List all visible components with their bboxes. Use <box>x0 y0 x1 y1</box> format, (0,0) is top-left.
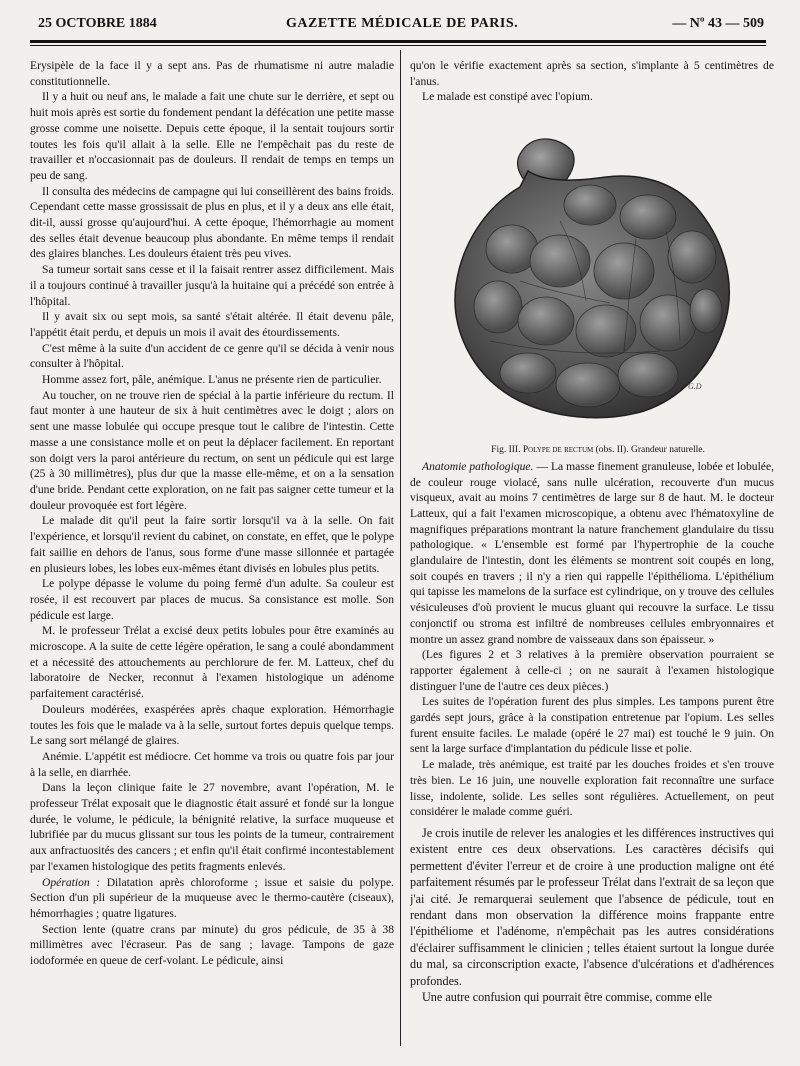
paragraph: Il y avait six ou sept mois, sa santé s'était altérée. Il était devenu pâle, l'appétit était perdu, et depuis un mois il avait des étourdissements. <box>30 310 394 339</box>
header-rule-thick <box>30 40 766 43</box>
column-divider <box>400 50 401 1046</box>
caption-prefix: Fig. III. <box>491 445 521 456</box>
header-rule-thin <box>30 45 766 46</box>
polyp-illustration <box>410 111 774 441</box>
paragraph: Les suites de l'opération furent des plus simples. Les tampons purent être gardés sept jours, grâce à la constipation entretenue par l'opium. Les selles furent ensuite faciles. Le malade (opéré le 27 mai) est touché le 9 juin. On sent la large surface d'implantation du pédicule lisse et polie. <box>410 695 774 756</box>
engraver-signature: G.D <box>688 382 702 392</box>
anatomie-text: — La masse finement granuleuse, lobée et lobulée, de couleur rouge violacé, sans nulle ulcération, recouverte d'un mucus visqueux, avait au moins 7 centimètres de large sur 8 de haut. M. le docteur Latteux, qui a fait l'examen microscopique, a obtenu avec l'hématoxyline de magnifiques préparations montrant la nature franchement glandulaire du tissu pathologique. « L'ensemble est formé par l'hypertrophie de la couche glandulaire de l'intestin, dont les éléments se montrent soit coupés en long, soit coupés en travers ; il n'y a rien qui rappelle l'épithélioma. L'épithélium qui tapisse les mamelons de la surface est cylindrique, on y trouve des cellules vésiculeuses d'où provient le mucus gluant qui recouvre la surface. Le tissu conjonctif ou stroma est infiltré de nombreuses cellules embryonnaires et montre un assez grand nombre de vaisseaux dans son épaisseur. » <box>410 459 774 646</box>
paragraph-anatomie <box>410 459 774 647</box>
operation-label: Opération : <box>42 875 101 889</box>
left-column <box>30 58 394 1048</box>
page-header <box>38 16 764 36</box>
paragraph: C'est même à la suite d'un accident de ce genre qu'il se décida à venir nous consulter à l'hôpital. <box>30 341 394 371</box>
paragraph: Il consulta des médecins de campagne qui lui conseillèrent des bains froids. Cependant cette masse grossissait de plus en plus, et il y a deux ans elle était, dit-il, aussi grosse qu'aujourd'hui. A cette époque, l'hémorrhagie au moment des selles était devenue beaucoup plus abondante. En même temps il rendait des glaires blanches. Les douleurs étaient très peu vives. <box>30 184 394 261</box>
caption-title: Polype de rectum <box>522 445 594 456</box>
paragraph: Le malade, très anémique, est traité par les douches froides et s'en trouve très bien. Le 16 juin, une nouvelle exploration fait reconnaître une surface lisse, indolente, solide. Les selles sont régulières. Actuellement, on peut considérer le malade comme guéri. <box>410 758 774 819</box>
paragraph: (Les figures 2 et 3 relatives à la première observation pourraient se rapporter également à celle-ci ; on ne saurait à l'examen histologique distinguer l'une de l'autre ces deux pièces.) <box>410 648 774 693</box>
paragraph-large: Une autre confusion qui pourrait être commise, comme elle <box>422 990 713 1005</box>
paragraph: qu'on le vérifie exactement après sa section, s'implante à 5 centimètres de l'anus. <box>410 59 774 88</box>
paragraph: Au toucher, on ne trouve rien de spécial à la partie inférieure du rectum. Il faut monter à une hauteur de six à huit centimètres avec le doigt ; alors on sent une masse lobulée qui occupe presque tout le calibre de l'intestin. Cette masse a une consistance molle et on peut la déplacer facilement. En reportant son doigt vers la paroi antérieure du rectum, on sent un pédicule qui est large (25 à 30 millimètres), plus dur que la masse elle-même, et on a la sensation d'une bride. Pendant cette exploration, on ne fait pas saigner cette tumeur et la douleur provoquée est fort légère. <box>30 388 394 512</box>
operation-text: Dilatation après chloroforme ; issue et saisie du polype. Section d'un pli supérieur de la muqueuse avec le thermo-cautère (ciseaux), hémorrhagies ; quatre ligatures. <box>30 875 394 920</box>
paragraph: Douleurs modérées, exaspérées après chaque exploration. Hémorrhagie toutes les fois que le malade va à la selle, surtout fortes depuis quelque temps. Le sang sort mélangé de glaires. <box>30 702 394 748</box>
paragraph: M. le professeur Trélat a excisé deux petits lobules pour être examinés au microscope. A la suite de cette légère opération, le sang a coulé abondamment et a nécessité des attouchements au perchlorure de fer. M. Latteux, chef du laboratoire de Necker, reconnut à l'examen histologique un adénome parfaitement caractérisé. <box>30 624 394 701</box>
paragraph: Le malade est constipé avec l'opium. <box>422 90 593 104</box>
right-column <box>410 58 774 1048</box>
caption-rest: (obs. II). Grandeur naturelle. <box>595 445 705 456</box>
figure-caption <box>410 443 774 459</box>
paragraph: Il y a huit ou neuf ans, le malade a fait une chute sur le derrière, et sept ou huit mois après est sortie du fondement pendant la défécation une petite masse grosse comme une noisette. Depuis cette époque, il la sentait toujours sortir toutes les fois qu'il allait à la selle. Elle ne l'empêchait pas du reste de travailler et n'occasionnait pas de douleurs. Il rendait de temps en temps un peu de sang. <box>30 90 394 182</box>
paragraph: Dans la leçon clinique faite le 27 novembre, avant l'opération, M. le professeur Trélat exposait que le diagnostic était assuré et fondé sur la longue durée, le volume, le pédicule, la bénignité relative, la surface muqueuse et lubrifiée par du mucus glissant sur tous les points de la tumeur, contrairement aux anfractuosités des cancers ; et enfin qu'il était confirmé incontestablement par l'examen histologique des petits fragments enlevés. <box>30 781 394 873</box>
paragraph: Anémie. L'appétit est médiocre. Cet homme va trois ou quatre fois par jour à la selle, en diarrhée. <box>30 749 394 779</box>
paragraph-large: Je crois inutile de relever les analogies et les différences instructives qui existent entre ces deux observations. Les caractères décisifs qui permettent d'éviter l'erreur et de croire à une production maligne ont été parfaitement résumés par le professeur Trélat dans l'extrait de sa leçon que j'ai cité. Je remarquerai seulement que l'absence de pédicule, tout en rendant dans mon observation la différence moins frappante entre l'épithéliome et l'adénome, n'empêchait pas les autres considérations d'éclairer suffisamment le clinicien ; telles étaient surtout la longue durée du mal, sa circonscription exacte, l'absence d'ulcérations et d'adhérences profondes. <box>410 825 774 988</box>
paragraph: Section lente (quatre crans par minute) du gros pédicule, de 35 à 38 millimètres avec l'écraseur. Pas de sang ; lavage. Tampons de gaze iodoformée en queue de cerf-volant. Le pédicule, ainsi <box>30 922 394 968</box>
header-issue-number: — Nº 43 — 509 <box>672 16 764 31</box>
header-date: 25 OCTOBRE 1884 <box>38 16 157 31</box>
paragraph: Le polype dépasse le volume du poing fermé d'un adulte. Sa couleur est rosée, il est recouvert par places de mucus. Sa consistance est molle. Son pédicule est large. <box>30 577 394 622</box>
anatomie-label: Anatomie pathologique. <box>422 459 534 473</box>
paragraph-operation <box>30 875 394 922</box>
header-title: GAZETTE MÉDICALE DE PARIS. <box>286 16 519 31</box>
paragraph: Erysipèle de la face il y a sept ans. Pas de rhumatisme ni autre maladie constitutionnelle. <box>30 59 394 88</box>
paragraph: Le malade dit qu'il peut la faire sortir lorsqu'il va à la selle. On fait l'expérience, et lorsqu'il revient du cabinet, on constate, en effet, que le polype fait saillie en dehors de l'anus, sous forme d'une masse sillonnée et partagée en plusieurs lobes, les lobes eux-mêmes étant divisés en lobules plus petits. <box>30 514 394 575</box>
polyp-engraving-image <box>410 111 774 441</box>
paragraph: Homme assez fort, pâle, anémique. L'anus ne présente rien de particulier. <box>42 373 382 387</box>
paragraph: Sa tumeur sortait sans cesse et il la faisait rentrer assez difficilement. Mais il a toujours continué à travailler jusqu'à la huitaine qui a précédé son entrée à l'hôpital. <box>30 263 394 308</box>
